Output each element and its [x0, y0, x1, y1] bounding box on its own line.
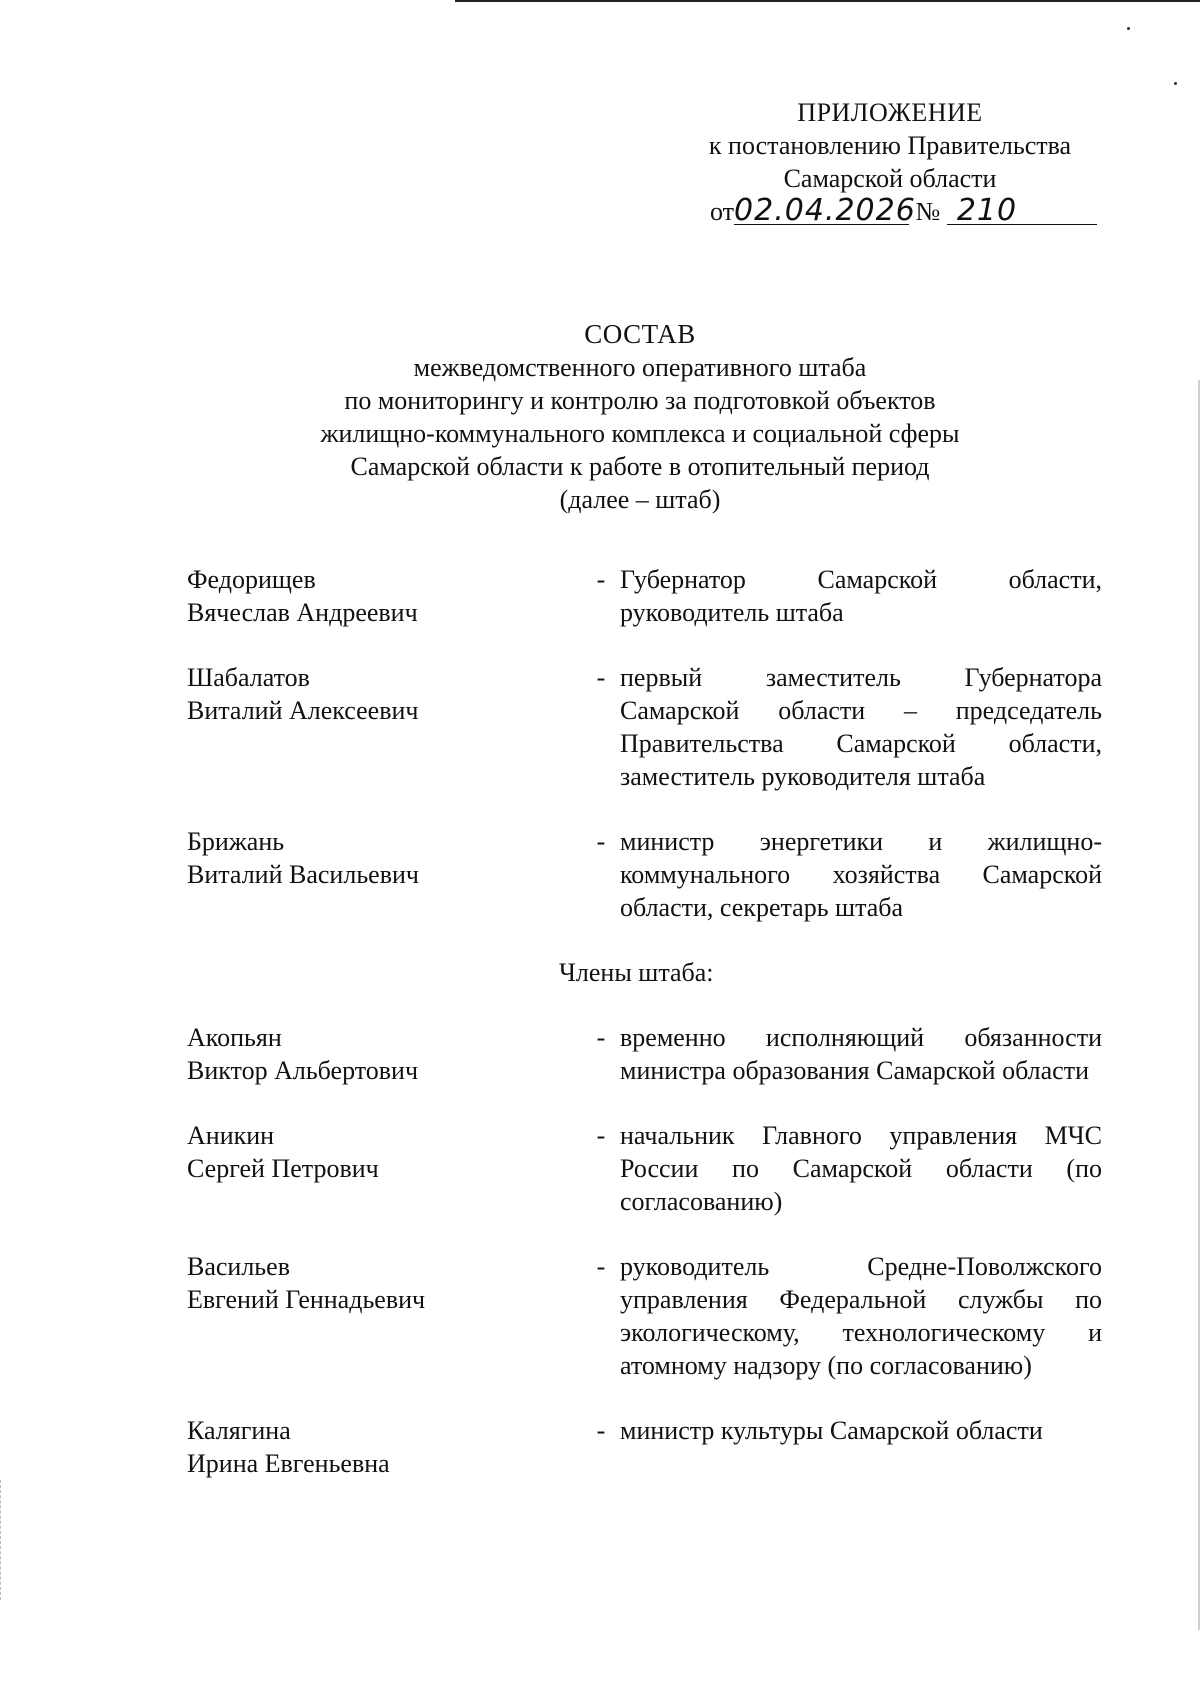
list-item — [187, 661, 1102, 793]
surname: Аникин — [187, 1121, 275, 1150]
number-sign: № — [915, 197, 941, 226]
scan-speck — [1127, 27, 1130, 30]
surname: Брижань — [187, 827, 285, 856]
title-main: СОСТАВ — [584, 319, 696, 349]
person-role: министр культуры Самарской области — [620, 1416, 1043, 1445]
appendix-line-2: Самарской области — [783, 164, 997, 193]
title-line-3: жилищно-коммунального комплекса и социальной сферы — [320, 419, 960, 448]
members-list — [187, 563, 1102, 1512]
given-name: Виталий Алексеевич — [187, 696, 419, 725]
handwritten-date: 02.04.2026 — [734, 193, 916, 228]
date-prefix: от — [710, 197, 735, 226]
person-role: Губернатор Самарской области, руководитель штаба — [620, 565, 1102, 627]
person-name — [187, 1414, 582, 1480]
person-role: министр энергетики и жилищно-коммунального хозяйства Самарской области, секретарь штаба — [620, 827, 1102, 922]
surname: Федорищев — [187, 565, 316, 594]
person-name — [187, 1250, 582, 1382]
scan-speck — [1174, 82, 1177, 85]
separator-dash: - — [596, 1252, 606, 1281]
separator-dash: - — [596, 1023, 606, 1052]
person-role: первый заместитель Губернатора Самарской области – председатель Правительства Самарской области, заместитель руководителя штаба — [620, 663, 1102, 791]
document-title — [200, 318, 1080, 516]
surname: Шабалатов — [187, 663, 310, 692]
list-item — [187, 1119, 1102, 1218]
separator-dash: - — [596, 663, 606, 692]
given-name: Евгений Геннадьевич — [187, 1285, 426, 1314]
list-item — [187, 1414, 1102, 1480]
given-name: Вячеслав Андреевич — [187, 598, 418, 627]
separator-dash: - — [596, 827, 606, 856]
given-name: Сергей Петрович — [187, 1154, 379, 1183]
appendix-title: ПРИЛОЖЕНИЕ — [797, 98, 983, 127]
person-role: начальник Главного управления МЧС России по Самарской области (по согласованию) — [620, 1121, 1102, 1216]
list-item — [187, 563, 1102, 629]
appendix-date-line — [710, 195, 1110, 228]
appendix-line-1: к постановлению Правительства — [708, 131, 1072, 160]
surname: Васильев — [187, 1252, 290, 1281]
members-section-label: Члены штаба: — [559, 958, 714, 987]
person-name — [187, 825, 582, 924]
separator-dash: - — [596, 1416, 606, 1445]
given-name: Ирина Евгеньевна — [187, 1449, 390, 1478]
given-name: Виктор Альбертович — [187, 1056, 419, 1085]
person-role: временно исполняющий обязанности министра образования Самарской области — [620, 1023, 1102, 1085]
person-role: руководитель Средне-Поволжского управления Федеральной службы по экологическому, технологическому и атомному надзору (по согласованию) — [620, 1252, 1102, 1380]
person-name — [187, 661, 582, 793]
separator-dash: - — [596, 1121, 606, 1150]
scan-edge-top — [455, 0, 1200, 2]
person-name — [187, 1021, 582, 1087]
title-line-5: (далее – штаб) — [559, 485, 721, 514]
surname: Акопьян — [187, 1023, 282, 1052]
scan-edge-left — [0, 1480, 2, 1600]
given-name: Виталий Васильевич — [187, 860, 419, 889]
list-item — [187, 1250, 1102, 1382]
separator-dash: - — [596, 565, 606, 594]
list-item — [187, 1021, 1102, 1087]
title-line-4: Самарской области к работе в отопительный период — [350, 452, 930, 481]
title-line-2: по мониторингу и контролю за подготовкой объектов — [344, 386, 936, 415]
list-item — [187, 825, 1102, 924]
surname: Калягина — [187, 1416, 291, 1445]
person-name — [187, 563, 582, 629]
appendix-header — [630, 96, 1150, 228]
title-line-1: межведомственного оперативного штаба — [413, 353, 867, 382]
handwritten-number: 210 — [947, 198, 1097, 225]
person-name — [187, 1119, 582, 1218]
